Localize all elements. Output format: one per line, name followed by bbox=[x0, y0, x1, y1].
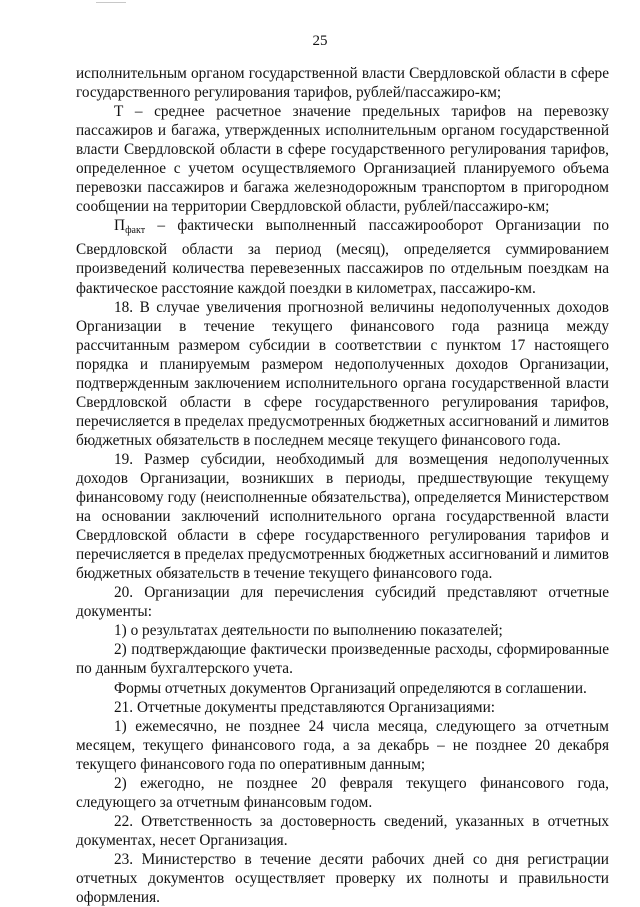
paragraph-text: 19. Размер субсидии, необходимый для возмещения недополученных доходов Организации, возникших в периоды, предшествующие текущему финансовому году (неисполненные обязательства), определяется Министерством на основании заключений исполнительного органа государственной власти Свердловской области в сфере государственного регулирования тарифов и перечисляется в пределах предусмотренных бюджетных ассигнований и лимитов бюджетных обязательств в течение текущего финансового года. bbox=[76, 450, 609, 583]
paragraph bbox=[76, 298, 609, 450]
paragraph bbox=[76, 812, 609, 850]
paragraph-text: 21. Отчетные документы представляются Организациями: bbox=[114, 698, 496, 716]
paragraph bbox=[76, 450, 609, 583]
paragraph-text: Т – среднее расчетное значение предельных тарифов на перевозку пассажиров и багажа, утвержденных исполнительным органом государственной власти Свердловской области в сфере государственного регулирования тарифов, определенное с учетом осуществляемого Организацией планируемого объема перевозки пассажиров и багажа железнодорожным транспортом в пригородном сообщении на территории Свердловской области, рублей/пассажиро-км; bbox=[76, 103, 609, 216]
paragraph bbox=[76, 216, 609, 297]
paragraph bbox=[76, 64, 609, 102]
paragraph bbox=[76, 583, 609, 621]
scan-artifact-line bbox=[96, 2, 126, 3]
paragraph bbox=[76, 698, 609, 717]
formula-symbol: П bbox=[114, 217, 126, 235]
paragraph bbox=[76, 640, 609, 678]
paragraph-text: 18. В случае увеличения прогнозной величины недополученных доходов Организации в течение текущего финансового года разница между рассчитанным размером субсидии в соответствии с пунктом 17 настоящего порядка и планируемым размером недополученных доходов Организации, подтвержденным заключением исполнительного органа государственной власти Свердловской области в сфере государственного регулирования тарифов, перечисляется в пределах предусмотренных бюджетных ассигнований и лимитов бюджетных обязательств в последнем месяце текущего финансового года. bbox=[76, 298, 609, 449]
paragraph-text: Формы отчетных документов Организаций определяются в соглашении. bbox=[114, 679, 587, 697]
paragraph-text: 1) о результатах деятельности по выполнению показателей; bbox=[114, 622, 503, 640]
paragraph-text: исполнительным органом государственной власти Свердловской области в сфере государственного регулирования тарифов, рублей/пассажиро-км; bbox=[76, 65, 609, 102]
paragraph-text: 1) ежемесячно, не позднее 24 числа месяца, следующего за отчетным месяцем, текущего финансового года, а за декабрь – не позднее 20 декабря текущего финансового года по оперативным данным; bbox=[76, 717, 609, 773]
paragraph bbox=[76, 774, 609, 812]
paragraph bbox=[76, 850, 609, 907]
paragraph-text: 2) ежегодно, не позднее 20 февраля текущего финансового года, следующего за отчетным финансовым годом. bbox=[76, 774, 609, 811]
paragraph bbox=[76, 717, 609, 774]
paragraph bbox=[76, 679, 609, 698]
page-number: 25 bbox=[312, 33, 328, 49]
paragraph-text: 23. Министерство в течение десяти рабочих дней со дня регистрации отчетных документов осуществляет проверку их полноты и правильности оформления. bbox=[76, 850, 609, 907]
formula-subscript: факт bbox=[125, 225, 146, 237]
paragraph bbox=[76, 621, 609, 640]
document-body bbox=[76, 64, 609, 907]
paragraph-text: – фактически выполненный пассажирооборот Организации по Свердловской области за период (месяц), определяется суммированием произведений количества перевезенных пассажиров по отдельным поездкам на фактическое расстояние каждой поездки в километрах, пассажиро-км. bbox=[76, 217, 609, 297]
paragraph bbox=[76, 102, 609, 216]
paragraph-text: 22. Ответственность за достоверность сведений, указанных в отчетных документах, несет Организация. bbox=[76, 812, 609, 849]
paragraph-text: 2) подтверждающие фактически произведенные расходы, сформированные по данным бухгалтерского учета. bbox=[76, 641, 609, 678]
paragraph-text: 20. Организации для перечисления субсидий представляют отчетные документы: bbox=[76, 584, 609, 621]
